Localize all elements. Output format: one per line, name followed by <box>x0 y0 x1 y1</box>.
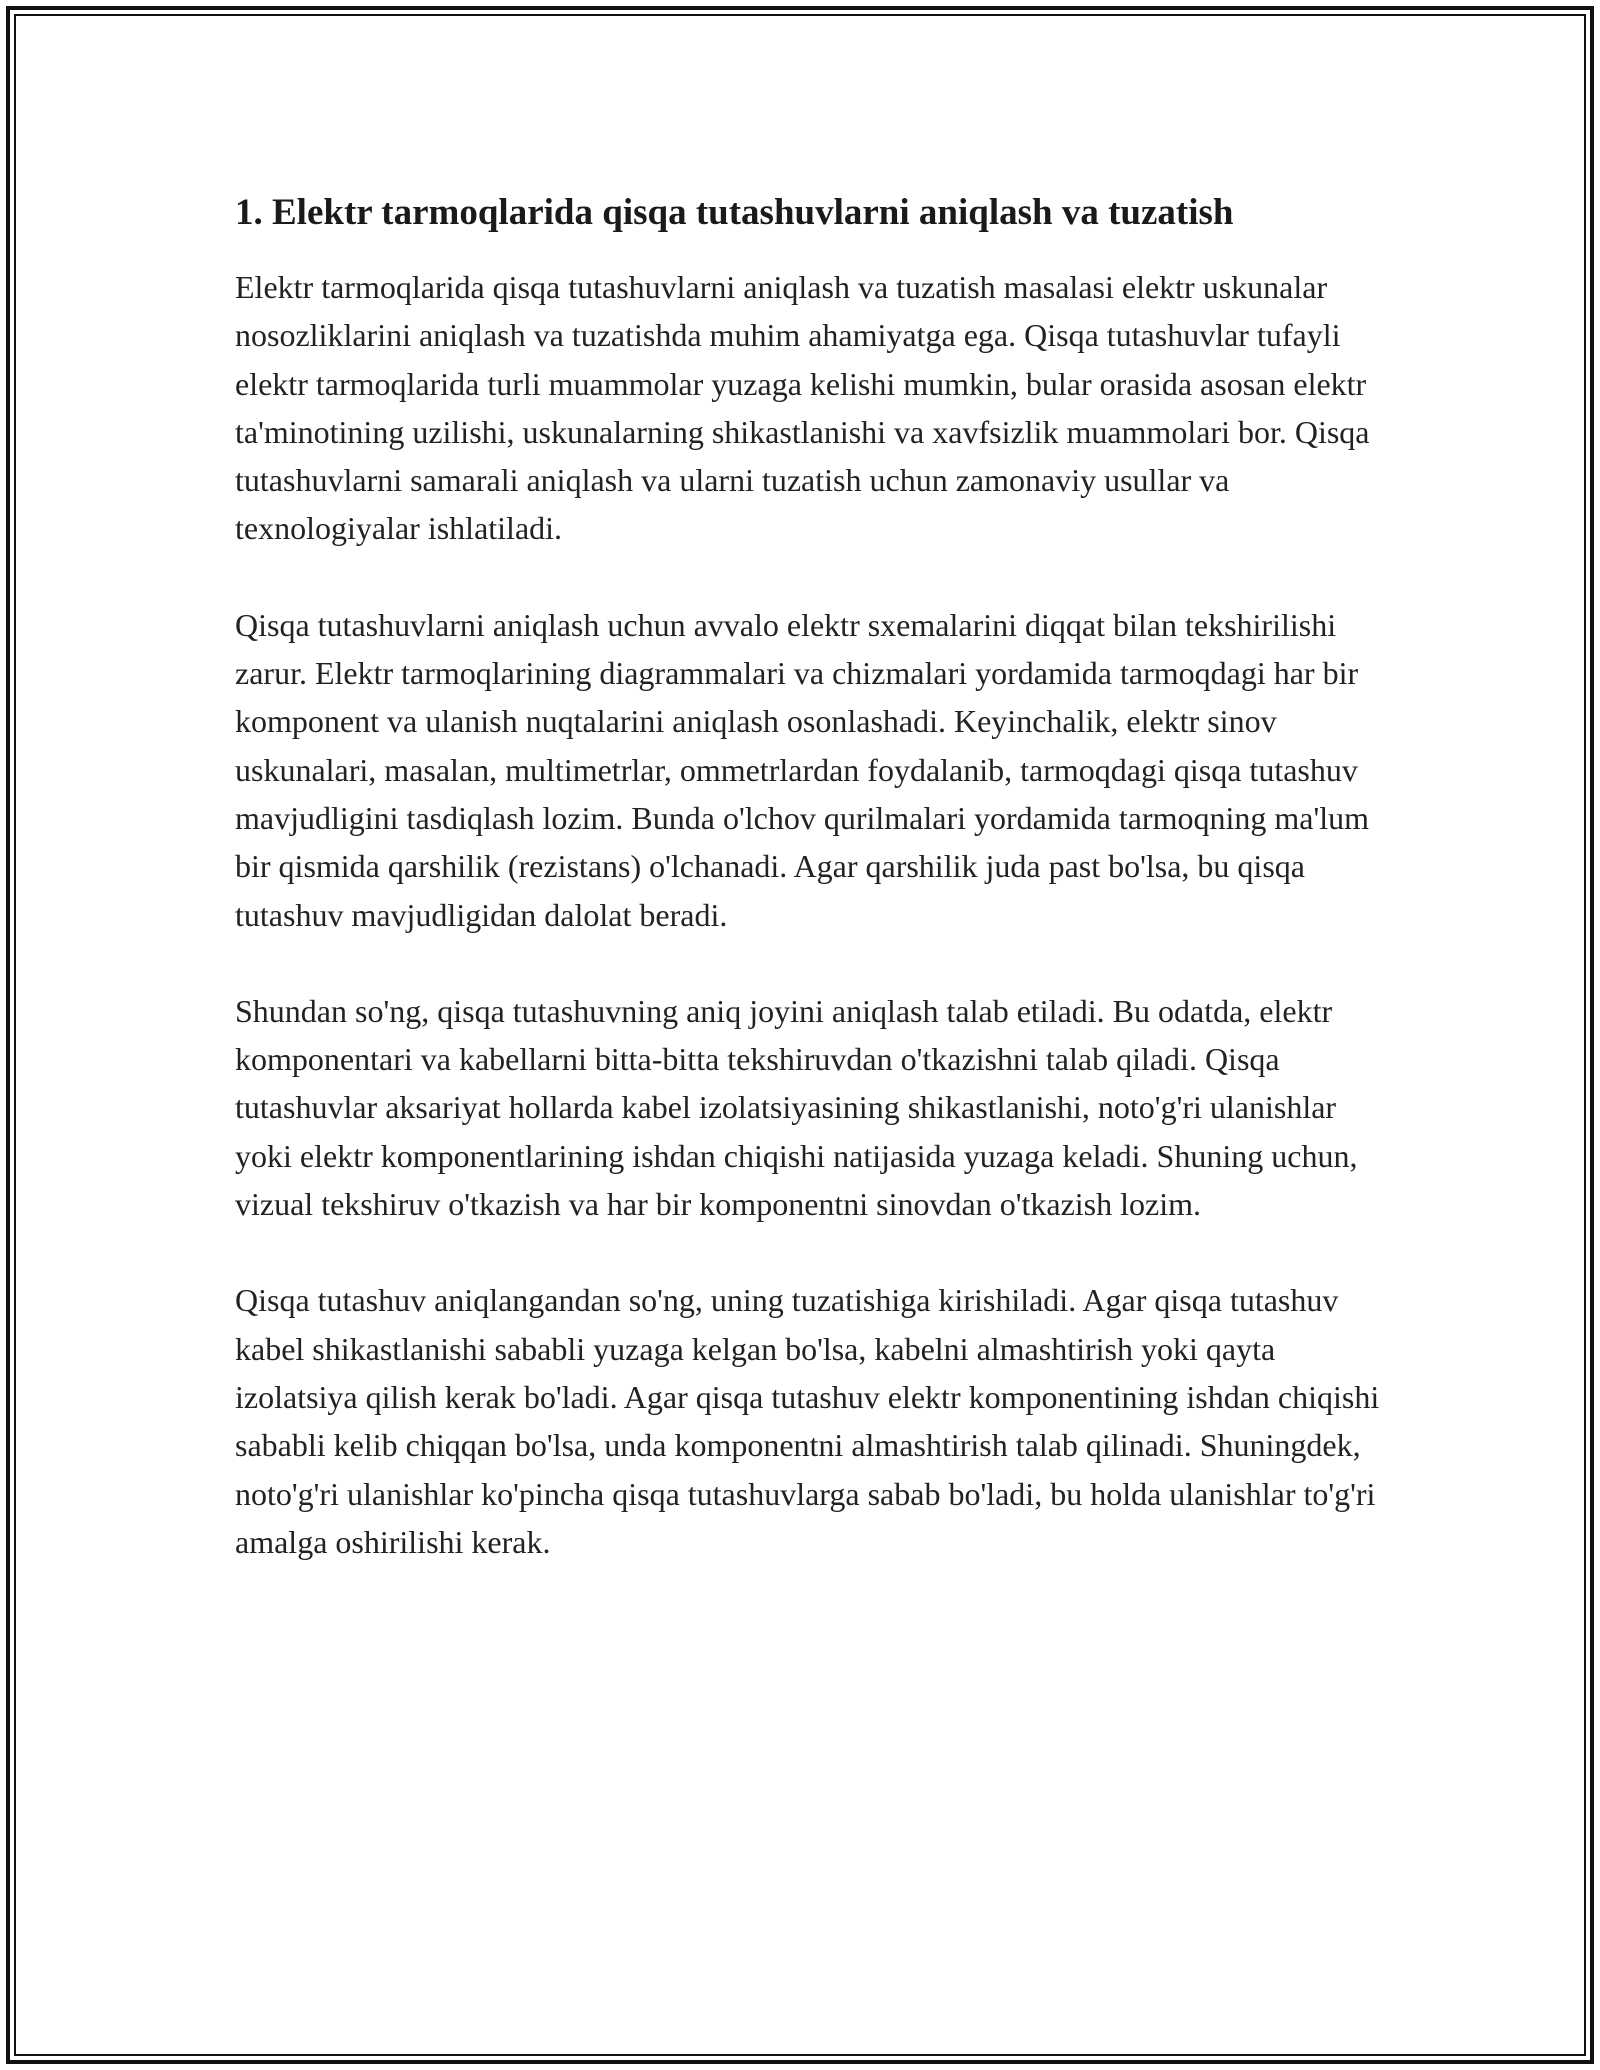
paragraph-4: Qisqa tutashuv aniqlangandan so'ng, uning tuzatishiga kirishiladi. Agar qisqa tutashuv kabel shikastlanishi sababli yuzaga kelgan bo'lsa, kabelni almashtirish yoki qayta izolatsiya qilish kerak bo'ladi. Agar qisqa tutashuv elektr komponentining ishdan chiqishi sababli kelib chiqqan bo'lsa, unda komponentni almashtirish talab qilinadi. Shuningdek, noto'g'ri ulanishlar ko'pincha qisqa tutashuvlarga sabab bo'ladi, bu holda ulanishlar to'g'ri amalga oshirilishi kerak. <box>235 1282 1380 1560</box>
paragraph-1: Elektr tarmoqlarida qisqa tutashuvlarni aniqlash va tuzatish masalasi elektr uskunalar nosozliklarini aniqlash va tuzatishda muhim ahamiyatga ega. Qisqa tutashuvlar tufayli elektr tarmoqlarida turli muammolar yuzaga kelishi mumkin, bular orasida asosan elektr ta'minotining uzilishi, uskunalarning shikastlanishi va xavfsizlik muammolari bor. Qisqa tutashuvlarni samarali aniqlash va ularni tuzatish uchun zamonaviy usullar va texnologiyalar ishlatiladi. <box>235 269 1370 547</box>
paragraph-2: Qisqa tutashuvlarni aniqlash uchun avvalo elektr sxemalarini diqqat bilan tekshirilishi zarur. Elektr tarmoqlarining diagrammalari va chizmalari yordamida tarmoqdagi har bir komponent va ulanish nuqtalarini aniqlash osonlashadi. Keyinchalik, elektr sinov uskunalari, masalan, multimetrlar, ommetrlardan foydalanib, tarmoqdagi qisqa tutashuv mavjudligini tasdiqlash lozim. Bunda o'lchov qurilmalari yordamida tarmoqning ma'lum bir qismida qarshilik (rezistans) o'lchanadi. Agar qarshilik juda past bo'lsa, bu qisqa tutashuv mavjudligidan dalolat beradi. <box>235 606 1369 933</box>
paragraph-3: Shundan so'ng, qisqa tutashuvning aniq joyini aniqlash talab etiladi. Bu odatda, elektr komponentari va kabellarni bitta-bitta tekshiruvdan o'tkazishni talab qiladi. Qisqa tutashuvlar aksariyat hollarda kabel izolatsiyasining shikastlanishi, noto'g'ri ulanishlar yoki elektr komponentlarining ishdan chiqishi natijasida yuzaga keladi. Shuning uchun, vizual tekshiruv o'tkazish va har bir komponentni sinovdan o'tkazish lozim. <box>235 992 1358 1223</box>
document-body <box>235 185 1385 1566</box>
document-title: 1. Elektr tarmoqlarida qisqa tutashuvlarni aniqlash va tuzatish <box>235 192 1234 233</box>
